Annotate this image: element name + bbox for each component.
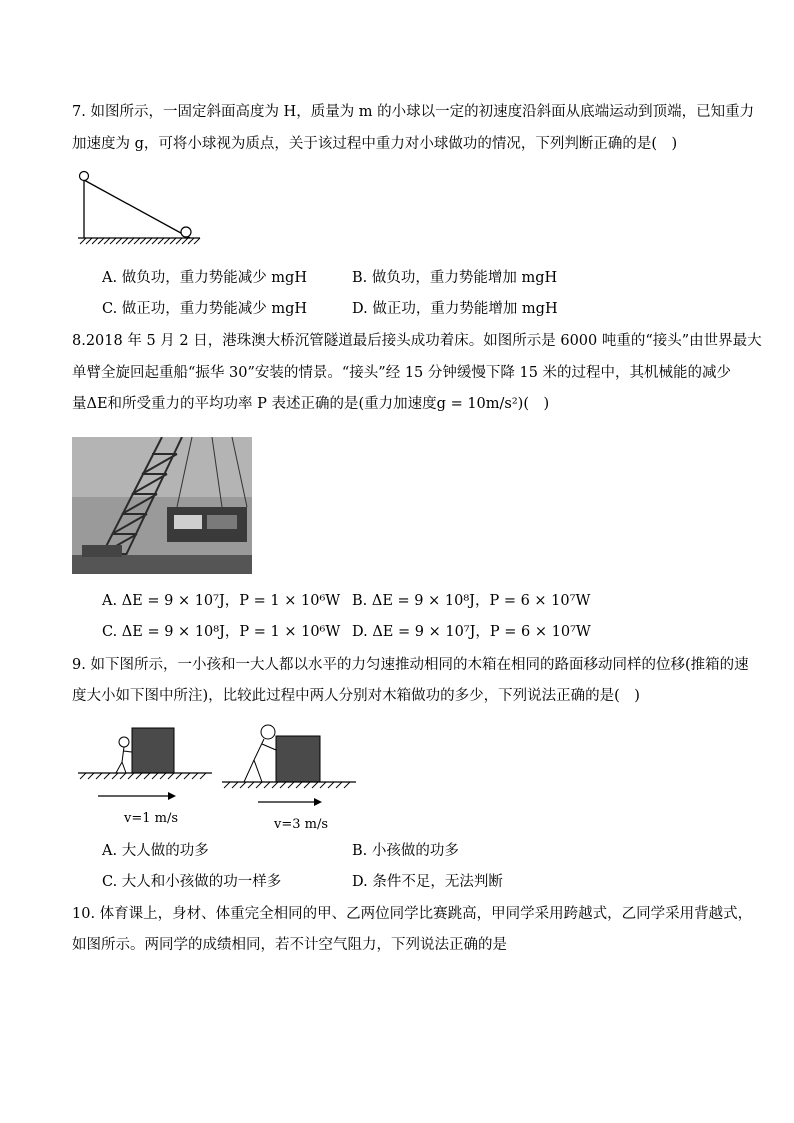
q8-stem-line1: 8.2018 年 5 月 2 日，港珠澳大桥沉管隧道最后接头成功着床。如图所示是 6000 吨重的“接头”由世界最大 (72, 333, 762, 349)
q7-option-b[interactable]: B. 做负功，重力势能增加 mgH (352, 270, 558, 286)
q9-adult-push-figure (220, 722, 360, 832)
q9-stem-line1: 9. 如下图所示，一小孩和一大人都以水平的力匀速推动相同的木箱在相同的路面移动同样的位移(推箱的速 (72, 657, 749, 673)
q9-option-d[interactable]: D. 条件不足，无法判断 (352, 874, 503, 890)
box-left (132, 728, 174, 773)
q9-option-a[interactable]: A. 大人做的功多 (102, 843, 209, 859)
q7-option-a[interactable]: A. 做负功，重力势能减少 mgH (102, 270, 307, 286)
q7-option-c[interactable]: C. 做正功，重力势能减少 mgH (102, 301, 308, 317)
q8-stem-line2: 单臂全旋回起重船“振华 30”安装的情景。“接头”经 15 分钟缓慢下降 15 米的过程中，其机械能的减少 (72, 365, 732, 381)
q7-stem-line1: 7. 如图所示，一固定斜面高度为 H，质量为 m 的小球以一定的初速度沿斜面从底端运动到顶端，已知重力 (72, 104, 755, 120)
q9-stem-line2: 度大小如下图中所注)，比较此过程中两人分别对木箱做功的多少，下列说法正确的是( ) (72, 688, 640, 704)
ball-top (80, 172, 89, 181)
q8-option-d[interactable]: D. ΔE = 9 × 10⁷J，P = 6 × 10⁷W (352, 624, 591, 640)
q7-option-d[interactable]: D. 做正功，重力势能增加 mgH (352, 301, 558, 317)
q9-option-c[interactable]: C. 大人和小孩做的功一样多 (102, 874, 282, 890)
incline-slope-line (84, 180, 190, 238)
q8-stem-line3: 量ΔE和所受重力的平均功率 P 表述正确的是(重力加速度g = 10m/s²)( ) (72, 396, 550, 412)
adult-head (261, 725, 275, 739)
ball-bottom (181, 227, 191, 237)
q7-incline-figure (72, 168, 204, 250)
box-right (276, 736, 320, 782)
q9-child-push-figure (76, 722, 216, 832)
q10-stem-line1: 10. 体育课上，身材、体重完全相同的甲、乙两位同学比赛跳高，甲同学采用跨越式，乙同学采用背越式， (72, 906, 753, 922)
child-head (119, 737, 129, 747)
q8-option-b[interactable]: B. ΔE = 9 × 10⁸J，P = 6 × 10⁷W (352, 593, 591, 609)
q10-stem-line2: 如图所示。两同学的成绩相同，若不计空气阻力，下列说法正确的是 (72, 937, 507, 953)
q8-option-a[interactable]: A. ΔE = 9 × 10⁷J，P = 1 × 10⁶W (102, 593, 341, 609)
ground-hatch (80, 238, 200, 244)
q7-stem-line2: 加速度为 g，可将小球视为质点，关于该过程中重力对小球做功的情况，下列判断正确的是( ) (72, 136, 678, 152)
q8-option-c[interactable]: C. ΔE = 9 × 10⁸J，P = 1 × 10⁶W (102, 624, 341, 640)
speed-label-left: v=1 m/s (124, 811, 179, 826)
ship-hull (72, 555, 252, 574)
speed-label-right: v=3 m/s (274, 817, 329, 832)
q9-option-b[interactable]: B. 小孩做的功多 (352, 843, 459, 859)
crane-ship-photo (72, 437, 252, 574)
